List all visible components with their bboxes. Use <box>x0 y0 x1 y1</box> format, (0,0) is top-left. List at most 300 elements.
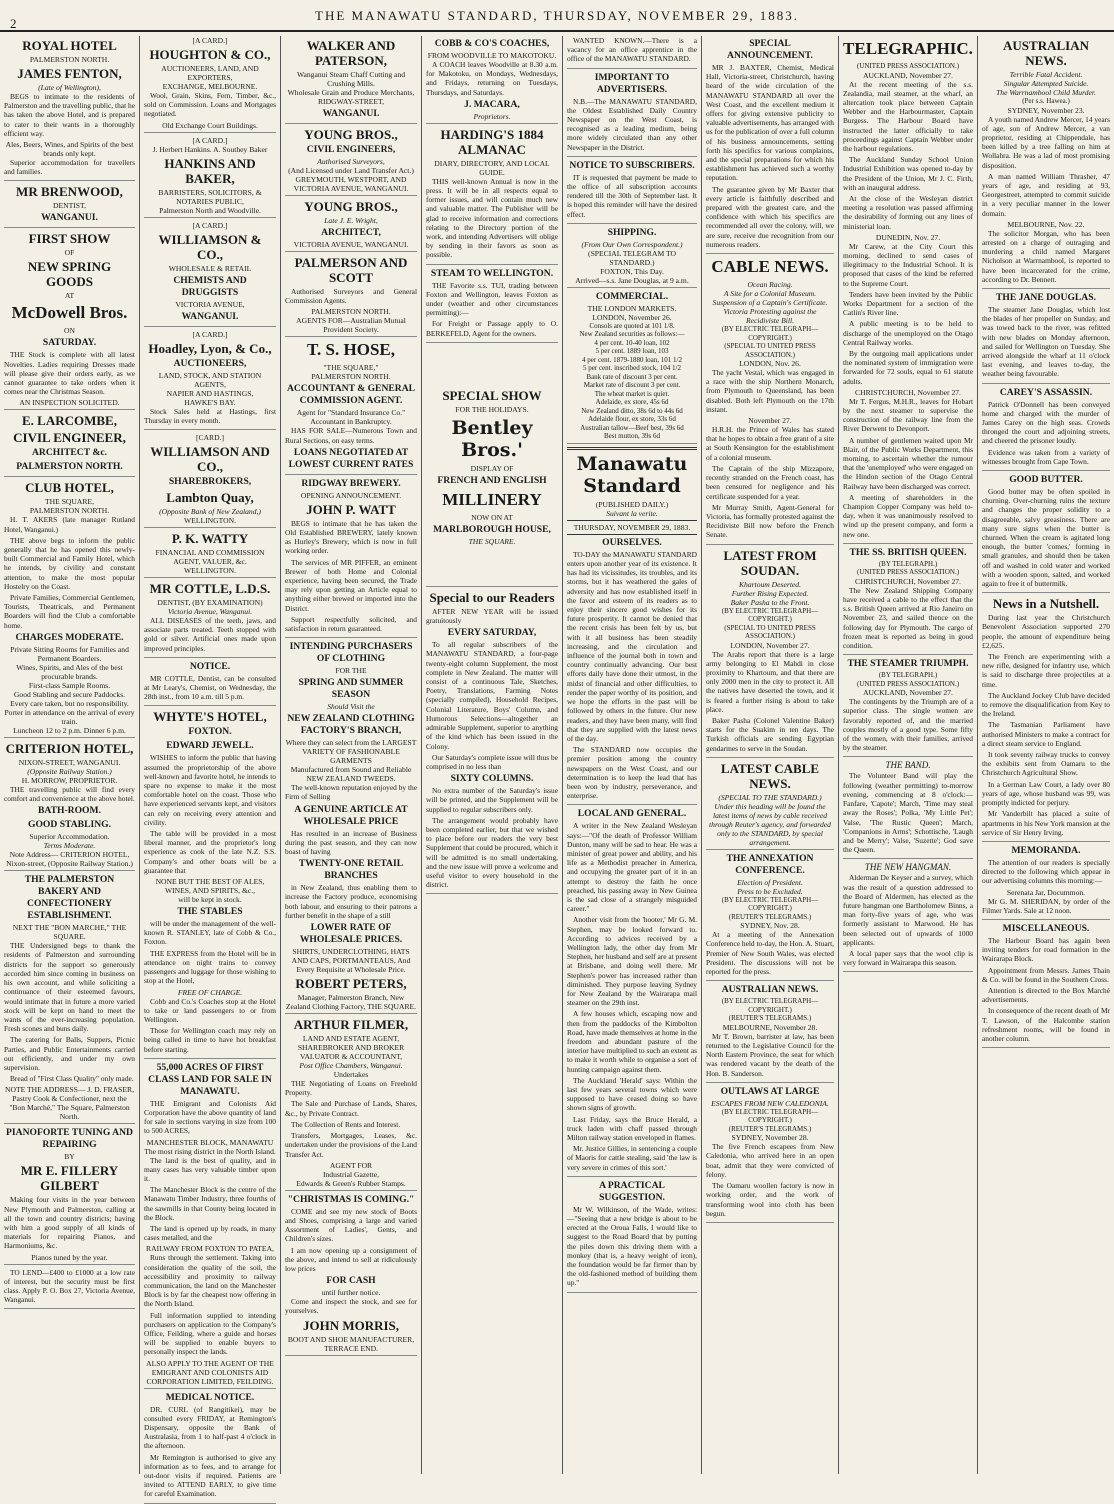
ad-heading: NEW SPRING GOODS <box>27 259 112 290</box>
section-heading: THE JANE DOUGLAS. <box>996 291 1096 303</box>
section-heading: COMMERCIAL. <box>595 290 669 302</box>
sub-heading: Victoria Protesting against the Recidiviste Bill. <box>723 307 817 326</box>
market-line: Best mutton, 39s 6d <box>603 432 660 441</box>
ad-name: JOHN MORRIS, <box>302 1317 400 1333</box>
dateline: AUCKLAND, November 27. <box>863 688 953 698</box>
ad-young-bros-engineers <box>285 127 417 196</box>
news-item: The guarantee given by Mr Baxter that every article is faithfully described and prepared with the greatest care, and the confidence with which his specifics are recommended all over the colony, will, we are sure, receive due recognition from our numerous readers. <box>706 184 834 249</box>
masthead-title: THE MANAWATU STANDARD, THURSDAY, NOVEMBER 29, 1883. <box>315 8 799 23</box>
ad-body: MR COTTLE, Dentist, can be consulted at Mr Leary's, Chemist, on Wednesday, the 28th inst., from 10 a.m. till 5 p.m. <box>144 673 276 702</box>
section-heading: SPECIAL ANNOUNCEMENT. <box>727 38 813 61</box>
ad-line: Palmerston North and Woodville. <box>159 205 261 215</box>
ad-line: THE SQUARE, <box>45 497 94 507</box>
ad-line: (Opposite Bank of New Zealand,) <box>159 507 261 517</box>
news-item: Tenders have been invited by the Public Works Department for a section of the Catlin's River line. <box>843 289 973 318</box>
ad-christmas-boots <box>285 1194 417 1356</box>
ad-to-lend <box>4 1268 135 1310</box>
ad-line: "THE SQUARE," <box>323 363 379 373</box>
news-line: Serenata Jar, Docummon. <box>1006 887 1086 897</box>
ad-name: ROBERT PETERS, <box>295 976 407 992</box>
ad-body: The land is the best of quality, and in many cases has very valuable timber upon it. <box>144 1155 276 1183</box>
wire-credit: (Per s.s. Hawea.) <box>1022 97 1070 105</box>
ad-line: Industrial Gazette, <box>322 1169 380 1179</box>
news-item: The Oamaru woollen factory is now in working order, and the work of transforming wool into cloth has been begun. <box>706 1181 834 1218</box>
ad-line: Private Sitting Rooms for Families and Permanent Boarders. <box>10 644 129 663</box>
ad-body: The catering for Balls, Suppers, Picnic Parties, and Public Entertainments carried out efficiently, and under my own supervision. <box>4 1035 135 1072</box>
wire-credit: (UNITED PRESS ASSOCIATION.) <box>856 679 960 688</box>
ad-body: Transfers, Mortgages, Leases, &c. undertaken under the provisions of the Land Transfer Act. <box>285 1131 417 1159</box>
ad-line: until further notice. <box>321 1288 381 1298</box>
section-special-announcement <box>706 38 834 254</box>
ad-medical-notice <box>144 1392 276 1504</box>
column-1 <box>0 36 139 1474</box>
ad-line: Proprietors. <box>473 111 511 121</box>
section-the-band <box>843 760 973 859</box>
ad-card: [CARD.] <box>195 433 225 443</box>
notice-heading: NOTICE TO SUBSCRIBERS. <box>569 159 695 171</box>
dateline: DUNEDIN, Nov. 27. <box>875 232 941 242</box>
news-item: The solicitor Morgan, who has been arrested on a charge of outraging and murdering a child named Margaret Nicholson at Warrnambool, is reported to have been incarcerated for the crime, according to Dr. Bennett. <box>982 228 1110 284</box>
dateline: MELBOURNE, Nov. 22. <box>1007 219 1085 229</box>
ad-body: THE Stock is complete with all latest Novelties. Ladies requiring Dresses made will please give their orders early, as we cannot guarantee to take orders when it comes near the Christmas Season. <box>4 350 135 397</box>
ad-line: ARCHITECT, <box>321 227 381 238</box>
ad-line: WELLINGTON. <box>184 566 236 576</box>
market-line: 5 per cent. inscribed stock, 104 1/2 <box>583 364 681 373</box>
ad-line: NOW ON AT <box>471 512 513 522</box>
news-item: A writer in the New Zealand Wesleyan says:—"Of the death of Professor William Dunton, many will be sad to hear. He was a minister of great power and ability, and his life as a Methodist preacher in America, and occupying the greater part of it in an attempt to destroy the faith he once preached, his passing away in New Guinea is the sad close of a strangely misguided career." <box>567 821 697 914</box>
ad-body: HAS FOR SALE—Numerous Town and Rural Sections, on easy terms. <box>285 426 417 445</box>
section-memoranda <box>982 845 1110 920</box>
sub-heading: Press to be Excluded. <box>737 886 803 896</box>
news-item: The Arabs report that there is a large army belonging to El Mahdi in close proximity to Khartoum, and that there are only 2000 men in the city to protect it. All the natives have deserted the town, and it is feared a further rising is about to take place. <box>706 649 834 714</box>
news-item: A man named William Thrasher, 47 years of age, and residing at 93, Georgestreet, attempted to commit suicide in a very peculiar manner in the lower domain. <box>982 171 1110 218</box>
ad-club-hotel <box>4 480 135 737</box>
section-heading: LOCAL AND GENERAL. <box>577 808 687 820</box>
ad-steam-wellington <box>426 268 558 343</box>
sub-heading: Further Rising Expected. <box>731 588 809 598</box>
section-commercial <box>567 291 697 444</box>
ad-body: The land is opened up by roads, in many cases metalled, and the <box>144 1223 276 1243</box>
ad-body: ALL DISEASES of the teeth, jaws, and associate parts treated. Teeth stopped with gold or silver. Artificial ones made upon improved principles. <box>144 616 276 653</box>
section-heading: GOOD BUTTER. <box>1009 474 1083 485</box>
sub-heading: The Warrnambool Child Murder. <box>996 88 1096 97</box>
ad-heading: PIANOFORTE TUNING AND REPAIRING <box>6 1127 133 1151</box>
section-line: Arrived—s.s. Jane Douglas, at 9 a.m. <box>575 275 689 285</box>
ad-body: Those for Wellington coach may rely on being called in time to have hot breakfast before starting. <box>144 1026 276 1054</box>
section-latest-cable <box>706 761 834 850</box>
ad-heading: HOUGHTON & CO., <box>149 47 271 62</box>
news-item: In consequence of the recent death of Mr T. Lawson, of the Halcombe station refreshment rooms, will be found in another column. <box>982 1006 1110 1043</box>
news-item: A few houses which, escaping now and then from the paddocks of the Kimbolton Road, have made themselves at home in the freedom and abundant pasture of the interior have multiplied to such an extent as to make it worth while to organise a sort of hunting campaign against them. <box>567 1009 697 1074</box>
ad-line: PALMERSTON NORTH. <box>311 307 391 317</box>
ad-body: Making four visits in the year between New Plymouth and Palmerston, calling at all the town and country districts; having with him a good supply of all kinds of materials for repairing Pianos, and Harmoniums, &c. <box>4 1195 135 1251</box>
dateline: SYDNEY, November 28. <box>731 1133 809 1143</box>
ad-heading: CLUB HOTEL, <box>25 480 114 496</box>
ad-body: The well-known reputation enjoyed by the Firm of Selling <box>285 783 417 802</box>
section-news-nutshell <box>982 596 1110 842</box>
ad-body: THE Emigrant and Colonists Aid Corporation have the above quantity of land for sale in sections varying in size from 100 to 500 ACRES, <box>144 1098 276 1136</box>
ad-card: [A CARD.] <box>192 135 228 145</box>
news-item: The Tasmanian Parliament have authorised Ministers to make a contract for a direct steam service to England. <box>982 720 1110 748</box>
notice-body: IT is requested that payment be made to the office of all subscription accounts rendered till the 30th of September last. It is hoped this reminder will have the desired effect. <box>567 172 697 219</box>
section-practical-suggestion <box>567 1180 697 1293</box>
ad-card: [A CARD.] <box>192 36 228 45</box>
ad-heading: RIDGWAY BREWERY. <box>301 477 401 489</box>
section-heading: LATEST FROM SOUDAN. <box>723 547 817 578</box>
masthead <box>0 0 1114 32</box>
ad-body: The Manchester Block is the centre of the Manawatu Timber Industry, three fourths of the sawmills in that County being located in the Block. <box>144 1185 276 1222</box>
wire-credit: (BY ELECTRIC TELEGRAPH—COPYRIGHT.) <box>721 895 819 913</box>
ad-body: BEGS to intimate to the residents of Palmerston and the travelling public, that he has taken the above Hotel, and is prepared to cater to their wants in a thoroughly efficient way. <box>4 92 135 138</box>
section-new-hangman <box>843 862 973 972</box>
news-item: By the outgoing mail applications under the nominated system of immigration were forwarded for 72 souls, equal to 61 statute adults. <box>843 348 973 386</box>
ad-body: A COACH leaves Woodville at 8.30 a.m. for Makotoku, on Mondays, Wednesdays, and Fridays, returning on Tuesdays, Thursdays, and Saturdays. <box>426 60 558 97</box>
dateline: SYDNEY, November 23. <box>1007 105 1085 115</box>
ad-body: Authorised Surveyors and General Commission Agents. <box>285 287 417 306</box>
news-item: The steamer Jane Douglas, which lost the blades of her propeller on Sunday, and was towed back to the river, was refitted with new blades on Monday afternoon, and sailed for Wellington on Tuesday. She arrived alongside the wharf at 11 o'clock last evening, and leaves to-day, the weather being favourable. <box>982 304 1110 379</box>
dateline: LONDON, November 27. <box>730 640 810 650</box>
ad-line: SHAREBROKER AND BROKER <box>297 1043 405 1053</box>
ad-body: THIS well-known Annual is now in the press. It will be in all respects equal to former issues, and will contain much new and valuable matter. The Publisher will be glad to receive information and corrections relating to the Directory portion of the work, and intending Advertisers will oblige by sending in their favors as soon as possible. <box>426 176 558 260</box>
news-item: Mr Murray Smith, Agent-General for Victoria, has formally protested against the Recidiviste Bill now before the French Senate. <box>706 502 834 540</box>
ad-name: J. MACARA, <box>464 98 520 110</box>
ad-body: Full information supplied to intending purchasers on application to the Company's Office, Feilding, where a guide and horses will be supplied to enable buyers to personally inspect the lands. <box>144 1310 276 1357</box>
ad-body: THE travelling public will find every comfort and convenience at the above hotel. <box>4 784 135 804</box>
sub-heading: Ocean Racing. <box>747 280 793 290</box>
ad-line: OF <box>64 248 75 258</box>
section-heading: LATEST CABLE NEWS. <box>720 760 820 791</box>
market-line: Adelaide, ex store, 45s 6d <box>595 398 669 407</box>
market-line: Australian tallow—Beef best, 39s 6d <box>580 423 684 432</box>
ad-heading: MR BRENWOOD, <box>16 184 123 200</box>
ad-line: PALMERSTON NORTH. <box>29 506 110 516</box>
notice-body: AFTER NEW YEAR will be issued gratuitously <box>426 606 558 626</box>
ad-line: Terms Moderate. <box>43 841 96 851</box>
ad-proprietor: JAMES FENTON, <box>17 66 122 81</box>
section-good-butter <box>982 474 1110 593</box>
column-3 <box>280 36 421 1474</box>
ad-line: DIARY, DIRECTORY, AND LOCAL GUIDE. <box>434 158 550 177</box>
ad-line: FOR CASH <box>326 1275 376 1287</box>
ad-line: VALUATOR & ACCOUNTANT, <box>299 1052 403 1062</box>
ad-clothing-factory <box>285 641 417 1014</box>
ad-note: (Late of Wellington), <box>38 83 101 92</box>
ad-heading: NOTICE. <box>189 660 231 672</box>
news-item: At the close of the Wesleyan district meeting a resolution was passed affirming the desirability of forming out any lines of ministerial loan. <box>843 193 973 231</box>
ad-line: Should Visit the <box>327 702 375 712</box>
news-item: Mr Carew, at the City Court this morning, declined to send cases of illegitimacy to the Industrial School. It is proposed that cases of the kind be referred to the Supreme Court. <box>843 241 973 288</box>
notice-body: The arrangement would probably have been completed earlier, but that we wished to place before our readers the very best Supplement that could be procured, which it will be admitted is no small undertaking, and the new issue will prove a welcome and useful visitor to every household in the district. <box>426 815 558 890</box>
ad-bentley-bros <box>426 346 558 587</box>
nameplate-sub: (PUBLISHED DAILY.) <box>595 499 669 509</box>
ad-line: Wanganui Steam Chaff Cutting and Crushing Mills. <box>296 70 406 88</box>
dateline: CHRISTCHURCH, November 27. <box>855 576 961 586</box>
ad-line: LAND AND ESTATE AGENT, <box>302 1034 400 1044</box>
notice-line: EVERY SATURDAY, <box>447 627 537 639</box>
ad-company: McDowell Bros. <box>11 303 128 323</box>
ad-subheading: ARCHITECT &c. <box>32 447 107 459</box>
ad-royal-hotel <box>4 38 135 181</box>
wire-credit: (BY ELECTRIC TELEGRAPH—COPYRIGHT.) <box>721 1107 819 1125</box>
section-heading: SHIPPING. <box>607 226 657 238</box>
notice-body: Our Saturday's complete issue will thus be comprised in no less than <box>426 752 558 771</box>
market-line: 4 per cent. 10-40 loan, 102 <box>594 338 670 347</box>
ad-line: CHEMISTS AND DRUGGISTS <box>173 274 247 298</box>
notice-heading: Special to our Readers <box>429 589 555 605</box>
section-line: THE LONDON MARKETS. <box>587 303 677 313</box>
wire-credit: (SPECIAL TO UNITED PRESS ASSOCIATION.) <box>724 623 816 641</box>
news-item: Patrick O'Donnell has been conveyed home and charged with the murder of James Carey on the high seas. Crowds thronged the court and adjoining streets, and cheered the prisoner loudly. <box>982 399 1110 446</box>
ad-watty <box>144 531 276 578</box>
ad-line: Where they can select from the LARGEST VARIETY OF FASHIONABLE GARMENTS <box>285 738 417 766</box>
ad-line: BARRISTERS, SOLICITORS, & NOTARIES PUBLIC, <box>158 187 262 206</box>
ad-line: FOR THE HOLIDAYS. <box>455 404 529 414</box>
ad-body: Come and inspect the stock, and see for yourselves. <box>285 1297 417 1316</box>
editorial-heading: OURSELVES. <box>602 536 662 548</box>
news-item: A number of gentlemen waited upon Mr Blair, of the Public Works Department, this morning, to ascertain whether the rumour that the 'unemployed' who were engaged on the Hindon section of the Otago Central Railway have been discharged was correct. <box>843 435 973 491</box>
ad-heading: MR COTTLE, L.D.S. <box>149 581 271 597</box>
dateline: CHRISTCHURCH, November 27. <box>855 387 961 397</box>
section-careys-assassin <box>982 387 1110 471</box>
section-heading: A PRACTICAL SUGGESTION. <box>599 1179 665 1203</box>
section-steamer-triumph <box>843 658 973 757</box>
ad-line: will be kept in stock. <box>178 895 242 905</box>
section-line: FOXTON, This Day. <box>600 266 664 276</box>
section-shipping <box>567 227 697 288</box>
ad-line: FOR THE <box>335 666 367 676</box>
ad-line: ACCOUNTANT & GENERAL COMMISSION AGENT. <box>286 383 416 407</box>
ad-line: MANCHESTER BLOCK, MANAWATU <box>146 1137 274 1147</box>
ad-line: Late J. E. Wright, <box>324 216 378 225</box>
ad-line: BOOT AND SHOE MANUFACTURER, TERRACE END. <box>287 1334 415 1353</box>
ad-body: THE Favorite s.s. TUI, trading between Foxton and Wellington, leaves Foxton as under (weather and other circumstances permitting):— <box>426 280 558 318</box>
section-heading: AUSTRALIAN NEWS. <box>721 984 819 996</box>
ad-body: Bread of "First Class Quality" only made. <box>10 1074 134 1084</box>
ad-heading: PALMERSON AND SCOTT <box>294 255 408 285</box>
ad-body: The Collection of Rents and Interest. <box>291 1119 401 1129</box>
wire-credit: (BY TELEGRAPH.) <box>878 671 938 680</box>
ad-name: JOHN P. WATT <box>306 501 396 517</box>
news-item: The yacht Vestal, which was engaged in a race with the ship Northern Monarch, from Plymouth to Queensland, has been disabled. Both left Plymouth on the 17th instant. <box>706 368 834 414</box>
ad-line: SHAREBROKERS, <box>168 476 252 488</box>
ad-line: Pianos tuned by the year. <box>31 1252 108 1262</box>
ad-body: Wool, Grain, Skins, Fern, Timber, &c., sold on Commission. Loans and Mortgages negotiated. <box>144 91 276 119</box>
news-item: The five French escapees from New Caledonia, who arrived here in an open boat, admit that they were convicted of felony. <box>706 1142 834 1179</box>
ad-line: Agent for "Standard Insurance Co." <box>296 408 406 418</box>
ad-body: TO LEND—£400 to £1000 at a low rate of interest, but the security must be first class. Apply P. O. Box 27, Victoria Avenue, Wanganui. <box>4 1267 135 1305</box>
ad-pianoforte <box>4 1127 135 1264</box>
ad-body: The services of MR PIFFER, an eminent Brewer of both Home and Colonial experience, having been secured, the Trade may rely upon getting an Article equal to anything either brewed or imported into the District. <box>285 557 417 613</box>
ad-larcombe <box>4 413 135 477</box>
ad-harding-almanac <box>426 127 558 265</box>
ad-line: H. MORROW, PROPRIETOR. <box>21 775 118 785</box>
ad-line: FINANCIAL AND COMMISSION AGENT, VALUER, &c. <box>155 548 265 567</box>
news-item: Mr Vanderbilt has placed a suite of apartments in his New York mansion at the service of Sir Henry Irving. <box>982 809 1110 837</box>
ad-body: THE above begs to inform the public generally that he has opened this newly-built Commercial and Family Hotel, which he intends, by civility and constant attention, to make the most popular Hostelry on the Coast. <box>4 535 135 591</box>
wire-credit: (UNITED PRESS ASSOCIATION.) <box>856 568 960 577</box>
ad-line: SPRING AND SUMMER SEASON <box>298 677 404 701</box>
ad-body: Stock Sales held at Hastings, first Thursday in every month. <box>144 406 276 425</box>
dateline: LONDON, Nov. 26. <box>739 359 801 369</box>
news-item: Last Friday, says the Bruce Herald, a truck laden with chaff passed through Milton railway station enveloped in flames. <box>567 1114 697 1143</box>
ad-line: J. Herbert Hankins. A. Southey Baker <box>152 144 268 154</box>
ad-body: BEGS to intimate that he has taken the Old Established BREWERY, lately known as Hurley's Brewery, which is now in full working order. <box>285 518 417 556</box>
ad-heading: CIVIL ENGINEER, <box>13 430 126 446</box>
market-line: New Zealand ditto, 38s 6d to 44s 6d <box>581 406 683 415</box>
ad-notice-cottle <box>144 661 276 707</box>
market-line: The wheat market is quiet. <box>594 389 670 398</box>
news-item: The Auckland 'Herald' says: Within the last few years several towns which were supposed to have ceased doing so have shown signs of growth. <box>567 1075 697 1113</box>
section-telegraphic <box>843 39 973 544</box>
section-cable-news <box>706 257 834 544</box>
column-5 <box>562 36 701 1474</box>
sub-heading: (SPECIAL TO THE STANDARD.) <box>718 792 822 802</box>
ad-line: NEXT THE "BON MARCHE," THE SQUARE. <box>12 923 127 942</box>
news-item: Mr G. M. SHERIDAN, by order of the Filmer Yards. Sale at 12 noon. <box>982 896 1110 915</box>
section-heading: News in a Nutshell. <box>992 596 1100 612</box>
market-line: 4 per cent. 1879-1880 loan, 101 1/2 <box>582 355 682 364</box>
ad-line: CIVIL ENGINEERS, <box>306 144 396 155</box>
ad-line: Wines, Spirits, and Ales of the best procurable brands. <box>16 662 123 681</box>
column-8 <box>977 36 1114 1474</box>
ad-whytes-hotel <box>144 709 276 1058</box>
ad-company: Bentley Bros.' <box>451 416 533 461</box>
ad-line: LOANS NEGOTIATED AT LOWEST CURRENT RATES <box>288 446 414 470</box>
editorial-body: The STANDARD now occupies the premier position among the country newspapers on the West Coast, and our determination is to keep the lead that has been won by industry, perseverance, and enterprise. <box>567 745 697 801</box>
ad-body: H. T. AKERS (late manager Rutland Hotel, Wanganui.) <box>4 515 135 534</box>
ad-line: PALMERSTON NORTH. <box>311 372 391 382</box>
ad-line: (And Licensed under Land Transfer Act.) <box>288 166 414 175</box>
news-item: The French are experimenting with a new rifle, designed for infantry use, which is said to discharge three projectiles at a time. <box>982 652 1110 689</box>
ad-line: (Opposite Railway Station.) <box>27 766 112 776</box>
ad-card: [A CARD.] <box>192 220 228 230</box>
news-item: In a German Law Court, a lady over 80 years of age, whose husband was 99, was promptly indicted for perjury. <box>982 779 1110 808</box>
wire-credit: (BY ELECTRIC TELEGRAPH—COPYRIGHT.) <box>721 997 819 1014</box>
section-british-queen <box>843 547 973 655</box>
wire-credit: (REUTER'S TELEGRAMS.) <box>728 1124 812 1133</box>
section-heading: THE NEW HANGMAN. <box>864 862 952 873</box>
ad-line: Post Office Chambers, Wanganui. <box>299 1061 403 1071</box>
ad-line: FROM WOODVILLE TO MAKOTOKU. <box>427 51 557 60</box>
news-item: Appointment from Messrs. James Thain & Co. will be found in the Southern Cross. <box>982 965 1110 984</box>
ad-body: Superior accommodation for travellers and families. <box>4 158 135 177</box>
ad-heading: WHYTE'S HOTEL, <box>153 709 267 725</box>
ad-line: MILLINERY <box>442 489 542 509</box>
ad-line: WANGANUI. <box>181 310 239 322</box>
ad-line: The most rising district in the North Island. <box>144 1146 276 1156</box>
ad-line: VICTORIA AVENUE, <box>175 299 245 309</box>
ad-houghton <box>144 36 276 133</box>
ad-heading: YOUNG BROS., <box>304 127 398 142</box>
ad-line: Old Exchange Court Buildings. <box>162 120 258 130</box>
notice-wanted <box>567 36 697 69</box>
ad-line: WELLINGTON. <box>184 516 236 526</box>
ad-line: THE SQUARE. <box>468 536 516 546</box>
ad-line: ALSO APPLY TO THE AGENT OF THE EMIGRANT AND COLONISTS AID CORPORATION LIMITED, FEILDING. <box>146 1358 274 1386</box>
news-item: A local paper says that the wool clip is very forward in Wairarapa this season. <box>843 948 973 968</box>
ad-heading: MEDICAL NOTICE. <box>165 1391 255 1403</box>
wire-credit: (BY TELEGRAPH.) <box>878 559 938 568</box>
wire-credit: (BY ELECTRIC TELEGRAPH—COPYRIGHT.) <box>721 606 819 624</box>
newspaper-nameplate: Manawatu Standard <box>576 452 688 497</box>
ad-body: Mr Remington is authorised to give any information as to fees, and to arrange for out-door visits if required. Patients are invited to ATTEND EARLY, to give time for careful Examination. <box>144 1452 276 1499</box>
news-item: The Volunteer Band will play the following (weather permitting) to-morrow evening, commencing at 8 o'clock:— Fanfare, 'Capote'; March, 'Time may steal away the Roses'; Polka, 'My Little Pet'; Valse, 'The Rustic Queen'; March, 'Companions in Arms'; Schottische, 'Laugh and be Merry'; Valse, 'Suzette'; God save the Queen. <box>843 771 973 855</box>
ad-heading: FIRST SHOW <box>28 231 111 247</box>
ad-body: THE Negotiating of Loans on Freehold Property. <box>285 1079 417 1098</box>
market-line: New Zealand securities as follows:— <box>579 330 685 339</box>
ad-line: BY <box>64 1152 75 1162</box>
ad-body: WISHES to inform the public that having assumed the proprietorship of the above well-known and favorite hotel, he intends to spare no expense to make it the most comfortable hotel on the coast. Those who have experienced servants kept, and visitors can rely on receiving every attention and civility. <box>144 753 276 827</box>
wire-credit: (UNITED PRESS ASSOCIATION.) <box>856 62 960 70</box>
section-heading: OUTLAWS AT LARGE <box>720 1085 820 1097</box>
ad-line: Manufactured from Sound and Reliable NEW ZEALAND TWEEDS. <box>290 765 412 784</box>
news-item: The Harbour Board has again been inviting tenders for road formation in the Wairarapa Block. <box>982 935 1110 964</box>
ad-line: RAILWAY FROM FOXTON TO PATEA, <box>146 1244 274 1254</box>
ad-line: OPENING ANNOUNCEMENT. <box>300 490 402 500</box>
ad-line: FREE OF CHARGE. <box>177 987 243 997</box>
section-soudan <box>706 548 834 758</box>
ad-line: NIXON-STREET, WANGANUI. <box>18 757 121 767</box>
ad-proprietor: EDWARD JEWELL. <box>166 740 254 752</box>
news-item: Mr W. Wilkinson, of the Wade, writes:—"Seeing that a new bridge is about to be erected at the Oroua Falls, I would like to suggest to the Road Board that by putting the piles down this driving them with a monkey (that is, a heavy weight of iron), the foundation would be far firmer than by the old-fashioned method of building them up." <box>567 1204 697 1288</box>
ad-body: Runs through the settlement. Taking into consideration the quality of the soil, the accessibility and proximity to railway communication, the land on the Manchester Block is by far the cheapest now offering in the North Island. <box>144 1253 276 1309</box>
section-heading: THE STEAMER TRIUMPH. <box>847 658 969 670</box>
news-item: A public meeting is to be held to discharge of the unemployed on the Otago Central Railway works. <box>843 319 973 347</box>
editorial-body: TO-DAY the MANAWATU STANDARD enters upon another year of its existence. It has had its vicissitudes, its troubles, and its storms, but it has weathered the gales of adversity and has now established itself in the favor and esteem of its readers as to enjoy their sincere good wishes for its future prosperity. It cannot be denied that the recent crisis has been felt by us, but with it all business has been steadily increasing, and the circulation and influence of the journal both in town and country continually advancing. Our best efforts daily have done their utmost, in the midst of financial and other difficulties, to render the paper worthy of its position, and we hope the efforts in the past will be followed by others in the future. Our new readers, and they have been many, will find that they are supplied with the latest news of the day. <box>567 549 697 743</box>
news-item: Mr T. Fergus, M.H.R., leaves for Hobart by the next steamer to supervise the construction of the railway line from the River Derwent to Devonport. <box>843 396 973 434</box>
ad-line: Luncheon 12 to 2 p.m. Dinner 6 p.m. <box>13 725 126 735</box>
news-item: At the recent meeting of the s.s. Zealandia, mail steamer, at the wharf, an altercation took place between Captain Webber and the Harbourmaster, Captain Burgess. The Harbour Board have instructed the latter officially to take proceedings against Captain Webber under the harbour regulations. <box>843 79 973 153</box>
sub-heading: Suspension of a Captain's Certificate. <box>712 298 828 308</box>
notice-body: WANTED KNOWN.—There is a vacancy for an office apprentice in the office of the MANAWATU STANDARD. <box>567 36 697 64</box>
notice-line: SIXTY COLUMNS. <box>450 773 534 785</box>
ad-line: LOWER RATE OF WHOLESALE PRICES. <box>299 922 403 946</box>
ad-palmerston-bakery <box>4 874 135 1124</box>
ad-heading: HARDING'S 1884 ALMANAC <box>440 126 544 157</box>
ad-day: SATURDAY. <box>42 337 97 349</box>
ad-line: AT <box>64 291 75 301</box>
notice-heading: IMPORTANT TO ADVERTISERS. <box>594 71 670 95</box>
market-line: Consols are quoted at 101 1/8. <box>589 321 675 330</box>
ad-line: Porter in attendance on the arrival of every train. <box>4 707 135 726</box>
column-7 <box>838 36 977 1474</box>
dateline: AUCKLAND, November 27. <box>863 70 953 80</box>
ad-heading: 55,000 ACRES OF FIRST CLASS LAND FOR SALE IN MANAWATU. <box>148 1061 272 1097</box>
ad-body: The table will be provided in a most liberal manner, and the proprietor's long experience as cook of the late N.Z. S.S. Company's and other boats will be a guarantee that <box>144 829 276 875</box>
ad-line: AGENT FOR <box>329 1160 373 1170</box>
news-item: The contingents by the Triumph are of a superior class. The single women are favorably reported of, and the married couples mostly of a good type. Some fifty of the women, with their families, arrived by the steamer. <box>843 697 973 753</box>
column-2 <box>139 36 280 1499</box>
ad-line: EXCHANGE, MELBOURNE. <box>162 82 258 91</box>
ad-heading: HANKINS AND BAKER, <box>164 155 256 186</box>
ad-body: For Freight or Passage apply to O. BERKEFELD, Agent for the owners. <box>426 319 558 338</box>
ad-cobb-coaches <box>426 38 558 124</box>
ad-body: COME and see my new stock of Boots and Shoes, comprising a large and varied Assortment of Ladies', Gents, and Children's sizes. <box>285 1206 417 1244</box>
column-6 <box>701 36 838 1474</box>
section-heading: THE SS. BRITISH QUEEN. <box>849 546 967 558</box>
nameplate-motto: Suivant la verite. <box>606 508 658 518</box>
ad-line: BATH-ROOM. <box>38 805 101 817</box>
ad-body: will be under the management of the well-known R. STANLEY, late of Cobb & Co., Foxton. <box>144 919 276 947</box>
ad-line: Pastry Cook & Confectioner, next the "Bon Marché," The Square, Palmerston North. <box>9 1094 130 1122</box>
news-item: H.R.H. the Prince of Wales has stated that he hopes to obtain a free grant of a site at South Kensington for the establishment of a colonial museum. <box>706 425 834 462</box>
news-item: It took seventy railway trucks to convey the exhibits sent from Oamaru to the Christchurch Agricultural Show. <box>982 750 1110 778</box>
section-heading: THE ANNEXATION CONFERENCE. <box>726 852 814 876</box>
ad-line: RIDGWAY-STREET, <box>317 97 385 106</box>
ad-heading: INTENDING PURCHASERS OF CLOTHING <box>289 641 413 665</box>
ad-line: Ales, Beers, Wines, and Spirits of the best brands only kept. <box>5 140 134 159</box>
ad-line: Victoria Avenue, Wanganui. <box>167 607 253 617</box>
